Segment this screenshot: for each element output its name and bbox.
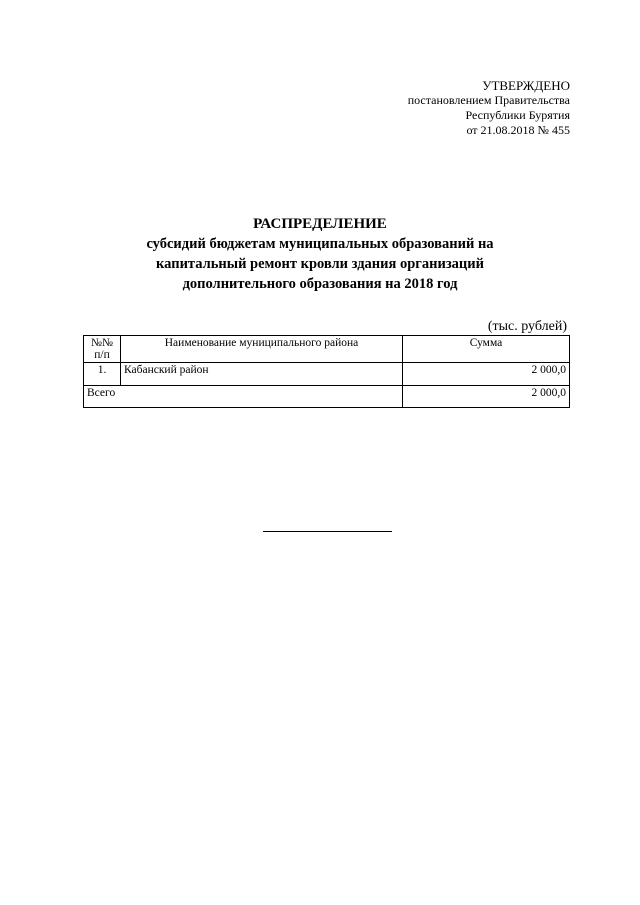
approval-heading: УТВЕРЖДЕНО [482,78,570,93]
header-name: Наименование муниципального района [121,336,403,363]
units-label: (тыс. рублей) [487,319,567,334]
approval-line-republic: Республики Бурятия [465,108,570,122]
document-title [0,214,640,294]
approval-stamp [408,78,570,138]
distribution-table [83,335,570,408]
title-main: РАСПРЕДЕЛЕНИЕ [253,216,387,232]
table-row [84,363,570,386]
header-sum: Сумма [403,336,570,363]
total-sum: 2 000,0 [403,386,570,408]
row-sum: 2 000,0 [403,363,570,386]
approval-line-date: от 21.08.2018 № 455 [466,123,570,137]
total-label: Всего [84,386,403,408]
table-total-row [84,386,570,408]
approval-line-decree: постановлением Правительства [407,93,570,107]
header-num: №№ п/п [84,336,121,363]
title-line-4: дополнительного образования на 2018 год [182,276,458,292]
table-header-row [84,336,570,363]
row-num: 1. [84,363,121,386]
title-line-2: субсидий бюджетам муниципальных образований на [146,236,494,252]
row-name: Кабанский район [121,363,403,386]
closing-divider [263,531,392,532]
title-line-3: капитальный ремонт кровли здания организаций [156,256,484,272]
